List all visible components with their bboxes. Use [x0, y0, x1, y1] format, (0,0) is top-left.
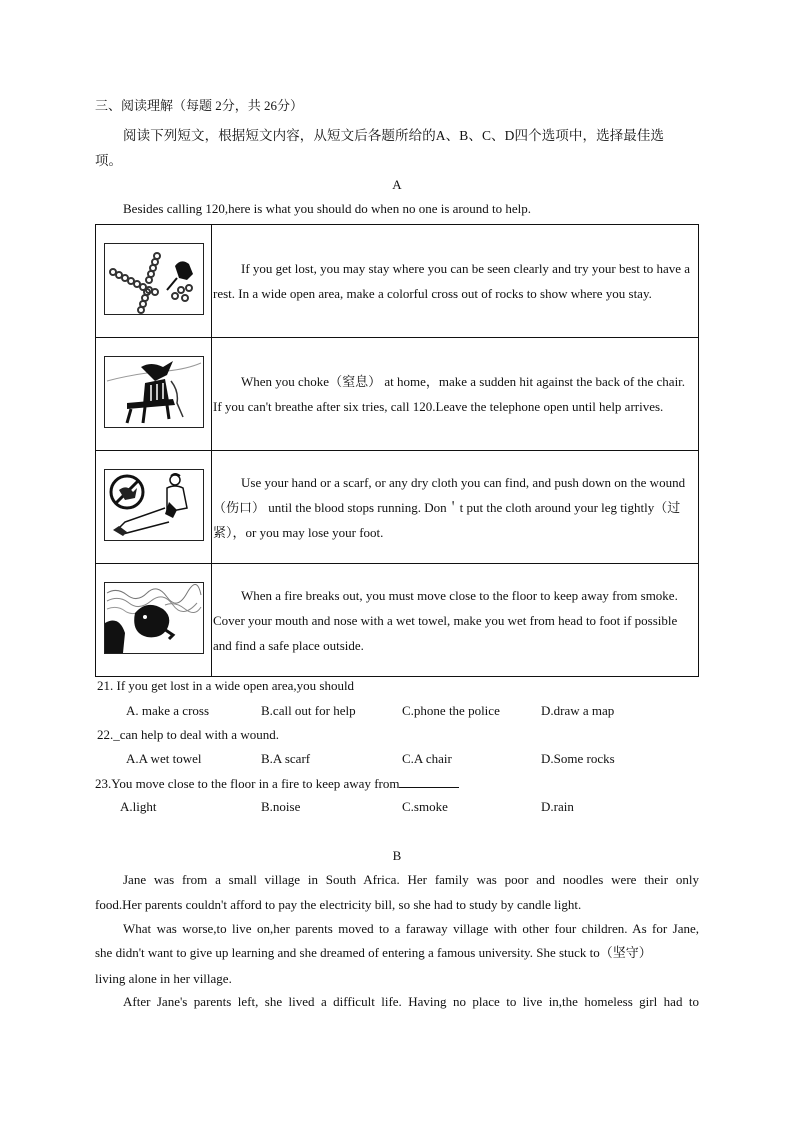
- q22-option-c[interactable]: C.A chair: [402, 751, 452, 766]
- tip-text: When you choke（窒息） at home，make a sudden hit against the back of the chair. If you can't breathe after six tries, call 120.Leave the telephone open until help arrives.: [212, 338, 699, 451]
- tip-text: If you get lost, you may stay where you can be seen clearly and try your best to have a rest. In a wide open area, make a colorful cross out of rocks to show where you stay.: [212, 225, 699, 338]
- section-heading: 三、阅读理解（每题 2分，共 26分）: [95, 98, 304, 113]
- passage-a-label: A: [392, 177, 402, 192]
- passage-b-line: After Jane's parents left, she lived a difficult life. Having no place to live in,the homeless girl had to: [123, 994, 699, 1009]
- passage-a-intro: Besides calling 120,here is what you should do when no one is around to help.: [123, 201, 531, 216]
- tip-row: [96, 338, 699, 451]
- q21-option-a[interactable]: A. make a cross: [126, 703, 210, 718]
- q23-option-c[interactable]: C.smoke: [402, 799, 448, 814]
- chair-icon: [105, 357, 203, 427]
- passage-b-label: B: [392, 848, 402, 863]
- choking-chair-picture: [104, 356, 204, 428]
- question-22-stem: 22._can help to deal with a wound.: [97, 727, 279, 742]
- q22-option-a[interactable]: A.A wet towel: [126, 751, 202, 766]
- question-23-stem: 23.You move close to the floor in a fire to keep away from: [95, 775, 459, 792]
- passage-b-line: What was worse,to live on,her parents moved to a faraway village with other four children. As for Jane,: [123, 921, 699, 936]
- question-21-stem: 21. If you get lost in a wide open area,you should: [97, 678, 355, 693]
- passage-b-line: living alone in her village.: [95, 971, 232, 986]
- tip-row: [96, 451, 699, 564]
- answer-blank[interactable]: [399, 775, 459, 788]
- rocks-cross-icon: [105, 244, 203, 314]
- passage-b-line: food.Her parents couldn't afford to pay the electricity bill, so she had to study by candle light.: [95, 897, 582, 912]
- q23-option-b[interactable]: B.noise: [261, 799, 301, 814]
- fire-smoke-picture: [104, 582, 204, 654]
- tips-table: [95, 224, 699, 677]
- wound-cloth-picture: [104, 469, 204, 541]
- q23-option-d[interactable]: D.rain: [541, 799, 574, 814]
- rocks-cross-picture: [104, 243, 204, 315]
- tip-row: [96, 225, 699, 338]
- tip-text: When a fire breaks out, you must move close to the floor to keep away from smoke. Cover your mouth and nose with a wet towel, make you wet from head to foot if possible and find a safe place outside.: [212, 564, 699, 677]
- instruction-text: 阅读下列短文，根据短文内容，从短文后各题所给的A、B、C、D四个选项中，选择最佳选: [123, 128, 665, 143]
- q21-option-d[interactable]: D.draw a map: [541, 703, 615, 718]
- tip-row: [96, 564, 699, 677]
- q22-option-b[interactable]: B.A scarf: [261, 751, 311, 766]
- wound-care-icon: [105, 470, 203, 540]
- passage-b-line: Jane was from a small village in South Africa. Her family was poor and noodles were their only: [123, 872, 699, 887]
- q21-option-b[interactable]: B.call out for help: [261, 703, 356, 718]
- instruction-text-continued: 项。: [95, 153, 122, 168]
- q21-option-c[interactable]: C.phone the police: [402, 703, 500, 718]
- q22-option-d[interactable]: D.Some rocks: [541, 751, 615, 766]
- passage-b-line: she didn't want to give up learning and she dreamed of entering a famous university. She stuck to（坚守）: [95, 945, 652, 960]
- q23-option-a[interactable]: A.light: [120, 799, 157, 814]
- tip-text: Use your hand or a scarf, or any dry cloth you can find, and push down on the wound（伤口） until the blood stops running. Don＇t put the cloth around your leg tightly（过紧），or you may lose your foot.: [212, 451, 699, 564]
- smoke-icon: [105, 583, 203, 653]
